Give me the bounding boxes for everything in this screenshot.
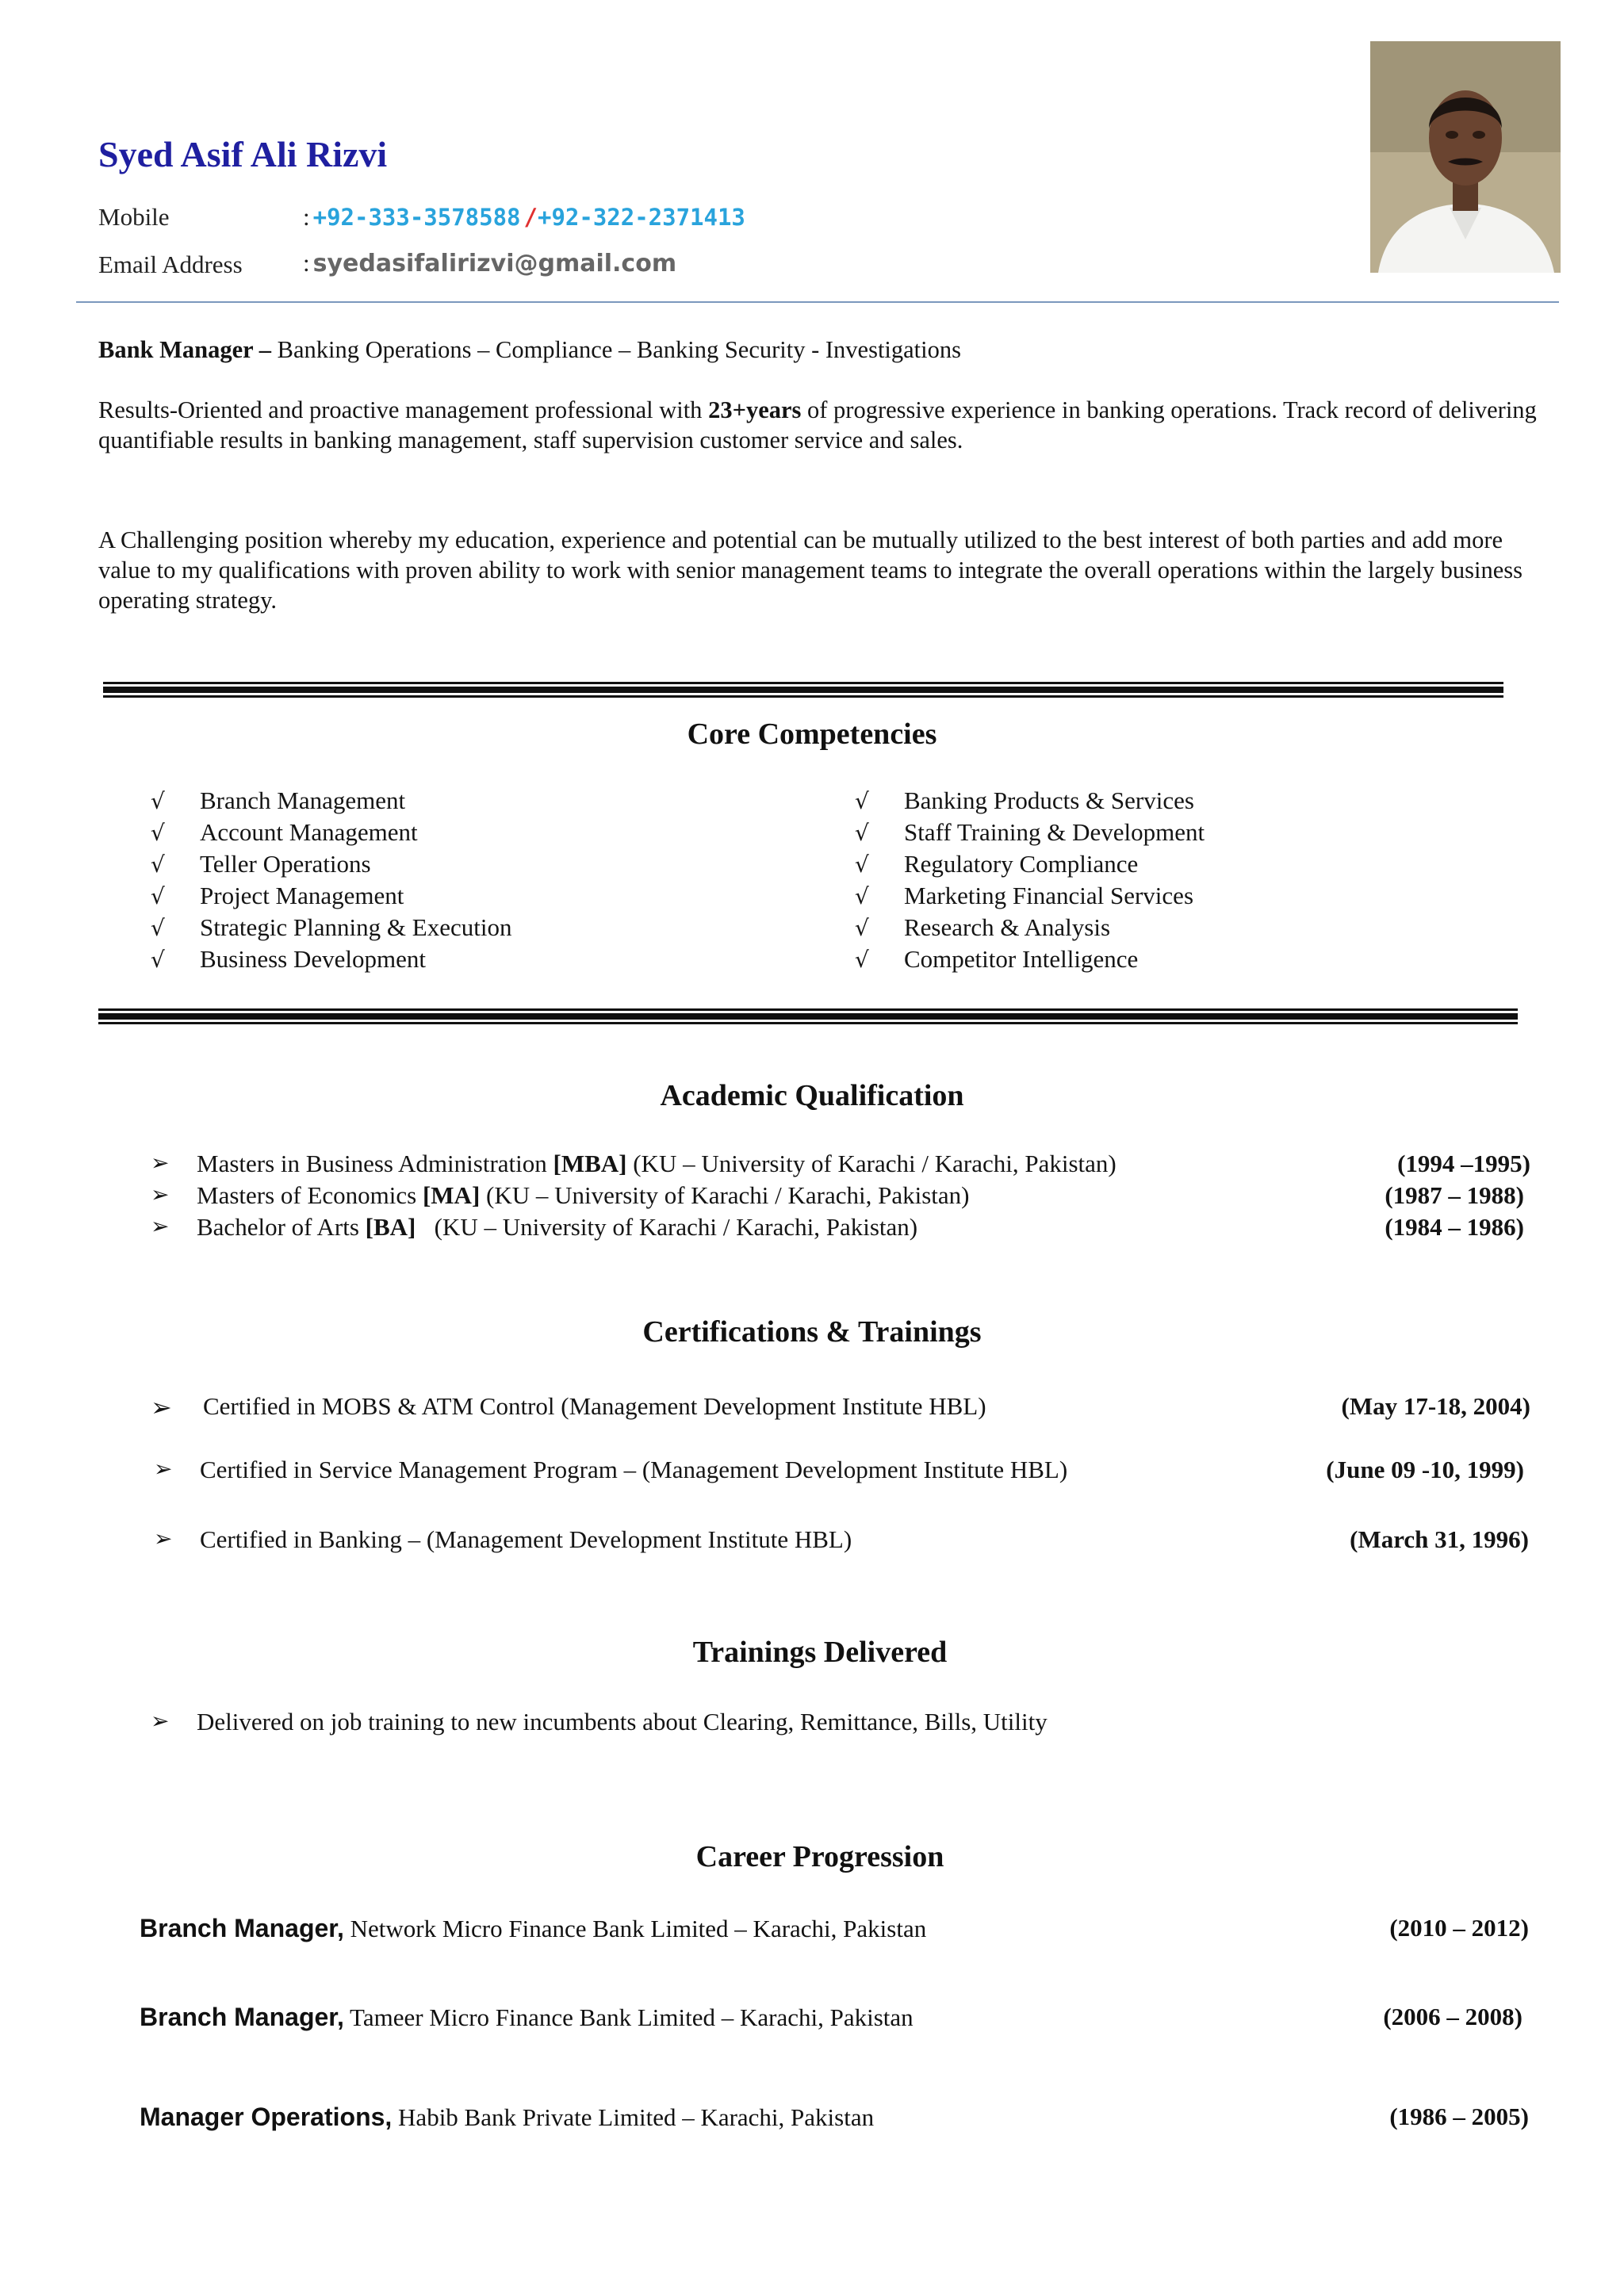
list-item: √ Teller Operations xyxy=(151,848,511,880)
certification-row xyxy=(151,1392,1530,1425)
career-years: (2010 – 2012) xyxy=(1389,1914,1529,1942)
mobile-values xyxy=(303,203,745,232)
list-item: √ Branch Management xyxy=(151,785,511,817)
check-icon: √ xyxy=(855,883,869,909)
summary-years: 23+years xyxy=(708,396,802,423)
academic-row: ➢ Bachelor of Arts [BA] (KU – University of Karachi / Karachi, Pakistan) (1984 – 1986) xyxy=(151,1213,1524,1241)
arrow-bullet-icon: ➢ xyxy=(151,1181,170,1207)
check-icon: √ xyxy=(855,820,869,846)
certification-text: Certified in MOBS & ATM Control (Management Development Institute HBL) xyxy=(203,1392,986,1420)
certification-date: (March 31, 1996) xyxy=(1350,1525,1529,1553)
check-icon: √ xyxy=(151,851,165,878)
career-row xyxy=(140,1914,1529,1949)
email-row xyxy=(98,251,243,279)
certification-row xyxy=(154,1525,1529,1559)
career-row xyxy=(140,2103,1529,2137)
email-address[interactable]: syedasifalirizvi@gmail.com xyxy=(312,250,677,277)
check-icon: √ xyxy=(151,788,165,814)
summary-text-1: Results-Oriented and proactive management professional with xyxy=(98,396,709,423)
arrow-bullet-icon: ➢ xyxy=(151,1213,170,1239)
headline xyxy=(98,335,1557,365)
list-item: √ Competitor Intelligence xyxy=(855,943,1205,975)
phone-primary[interactable]: +92-333-3578588 xyxy=(312,204,521,231)
list-item: √ Marketing Financial Services xyxy=(855,880,1205,912)
list-item: √ Staff Training & Development xyxy=(855,817,1205,848)
arrow-bullet-icon: ➢ xyxy=(154,1525,173,1552)
academic-years: (1984 – 1986) xyxy=(1385,1213,1524,1241)
career-role: Branch Manager, xyxy=(140,2003,344,2031)
arrow-bullet-icon: ➢ xyxy=(151,1392,172,1422)
arrow-bullet-icon: ➢ xyxy=(151,1708,170,1734)
competencies-right-list xyxy=(855,785,1205,975)
headline-areas: Banking Operations – Compliance – Banking Security - Investigations xyxy=(271,336,961,363)
career-role: Manager Operations, xyxy=(140,2103,393,2131)
summary-paragraph xyxy=(98,395,1557,455)
mobile-label: Mobile xyxy=(98,203,170,231)
email-colon: : xyxy=(303,249,310,277)
trainings-delivered-title: Trainings Delivered xyxy=(692,1636,948,1669)
objective-paragraph: A Challenging position whereby my education, experience and potential can be mutually utilized to the best interest of both parties and add more value to my qualifications with proven ability to work with senior management teams to integrate the overall operations within the largely business operating strategy. xyxy=(98,526,1522,614)
check-icon: √ xyxy=(151,883,165,909)
phone-secondary[interactable]: +92-322-2371413 xyxy=(538,204,745,231)
core-competencies-title: Core Competencies xyxy=(687,718,937,751)
career-org: Network Micro Finance Bank Limited – Karachi, Pakistan xyxy=(343,1915,927,1942)
career-progression-title: Career Progression xyxy=(695,1840,944,1873)
candidate-name: Syed Asif Ali Rizvi xyxy=(98,134,388,174)
academic-years: (1994 –1995) xyxy=(1397,1150,1530,1177)
certification-row xyxy=(154,1456,1524,1489)
phone-separator: / xyxy=(523,204,538,231)
academic-row: ➢ Masters in Business Administration [MBA] (KU – University of Karachi / Karachi, Pakistan) (1994 –1995) xyxy=(151,1150,1530,1177)
list-item: √ Account Management xyxy=(151,817,511,848)
certifications-title: Certifications & Trainings xyxy=(642,1315,982,1349)
check-icon: √ xyxy=(855,851,869,878)
career-years: (2006 – 2008) xyxy=(1383,2003,1522,2030)
check-icon: √ xyxy=(151,947,165,973)
career-org: Tameer Micro Finance Bank Limited – Karachi, Pakistan xyxy=(343,2003,914,2031)
list-item: √ Business Development xyxy=(151,943,511,975)
check-icon: √ xyxy=(151,915,165,941)
check-icon: √ xyxy=(151,820,165,846)
check-icon: √ xyxy=(855,788,869,814)
list-item: √ Research & Analysis xyxy=(855,912,1205,943)
career-role: Branch Manager, xyxy=(140,1914,344,1942)
training-text: Delivered on job training to new incumbents about Clearing, Remittance, Bills, Utility xyxy=(197,1708,1048,1735)
summary-text-2: of progressive experience in banking operations. Track record of delivering quantifiable results in banking management, staff supervision customer service and sales. xyxy=(98,396,1537,453)
email-values xyxy=(303,249,676,277)
headline-title: Bank Manager – xyxy=(98,336,272,363)
academic-years: (1987 – 1988) xyxy=(1385,1181,1524,1209)
academic-row: ➢ Masters of Economics [MA] (KU – University of Karachi / Karachi, Pakistan) (1987 – 1988) xyxy=(151,1181,1524,1209)
training-row xyxy=(151,1708,1530,1741)
career-years: (1986 – 2005) xyxy=(1389,2103,1529,2130)
list-item: √ Regulatory Compliance xyxy=(855,848,1205,880)
section-divider-bottom xyxy=(98,1008,1518,1024)
arrow-bullet-icon: ➢ xyxy=(151,1150,170,1176)
certification-date: (June 09 -10, 1999) xyxy=(1326,1456,1524,1483)
career-org: Habib Bank Private Limited – Karachi, Pakistan xyxy=(392,2103,875,2131)
list-item: √ Strategic Planning & Execution xyxy=(151,912,511,943)
list-item: √ Project Management xyxy=(151,880,511,912)
mobile-colon: : xyxy=(303,203,310,231)
certification-text: Certified in Service Management Program – (Management Development Institute HBL) xyxy=(200,1456,1068,1483)
email-label: Email Address xyxy=(98,251,243,278)
academic-title: Academic Qualification xyxy=(660,1079,964,1112)
list-item: √ Banking Products & Services xyxy=(855,785,1205,817)
header-divider xyxy=(76,301,1559,303)
mobile-row xyxy=(98,203,170,232)
competencies-left-list xyxy=(151,785,511,975)
certification-text: Certified in Banking – (Management Development Institute HBL) xyxy=(200,1525,852,1553)
arrow-bullet-icon: ➢ xyxy=(154,1456,173,1482)
certification-date: (May 17-18, 2004) xyxy=(1341,1392,1530,1420)
profile-photo xyxy=(1370,41,1561,273)
section-divider-top xyxy=(103,682,1503,698)
check-icon: √ xyxy=(855,947,869,973)
career-row xyxy=(140,2003,1529,2038)
check-icon: √ xyxy=(855,915,869,941)
